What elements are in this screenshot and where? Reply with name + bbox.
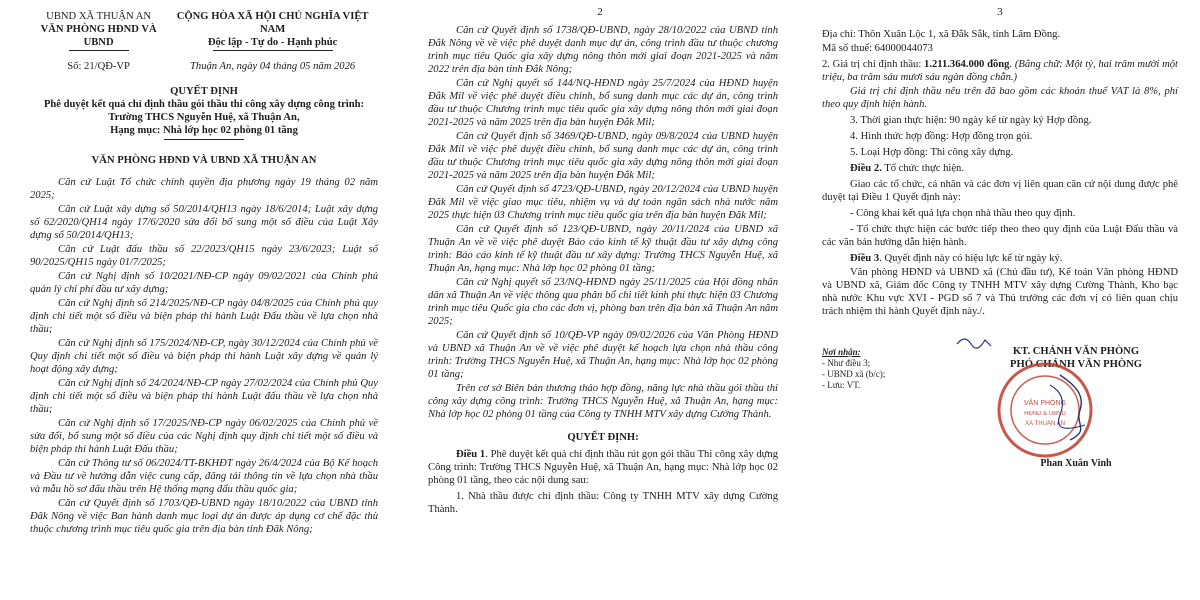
article-1 xyxy=(428,448,778,487)
document-header xyxy=(30,10,378,51)
legal-basis: Căn cứ Quyết định số 123/QĐ-UBND, ngày 20/11/2024 của UBND xã Thuận An về về việc phê duyệt Báo cáo kinh tế kỹ thuật đầu tư xây dựng công trình: Báo cáo kinh tế kỹ thuật đầu tư xây dựng: Trường THCS Nguyễn Huệ, xã Thuận An, hạng mục: Nhà lớp học 02 phòng 01 tầng; xyxy=(428,224,778,274)
recipients-block xyxy=(822,347,972,391)
legal-basis: Căn cứ Quyết định số 10/QĐ-VP ngày 09/02/2026 của Văn Phòng HĐND và UBND xã Thuận An về về việc phê duyệt kế hoạch lựa chọn nhà thầu công trình: Trường THCS Nguyễn Huệ, xã Thuận An, hạng mục: Nhà lớp học 02 phòng 01 tầng; xyxy=(428,330,778,380)
legal-basis: Trên cơ sở Biên bản thương thảo hợp đồng, năng lực nhà thầu gói thầu thi công xây dựng công trình: Trường THCS Nguyễn Huệ, xã Thuận An, hạng mục: Nhà lớp học 02 phòng 01 tầng của Công ty TNHH MTV xây dựng Cường Thành. xyxy=(428,383,778,420)
issuing-organization xyxy=(30,10,167,51)
price-label: 2. Giá trị chỉ định thầu: xyxy=(822,59,925,70)
decision-heading: QUYẾT ĐỊNH: xyxy=(567,432,639,443)
legal-basis: Căn cứ Quyết định số 3469/QĐ-UBND, ngày 09/8/2024 của UBND huyện Đắk Mil về việc phê duyệt điều chỉnh, bổ sung danh mục các dự án, công trình đầu tư thuộc Chương trình mục tiêu quốc gia xây dựng nông thôn mới giai đoạn 2021-2025 và năm 2025 trên địa bàn huyện Đắk Mil; xyxy=(428,131,778,181)
subject-line-1: Phê duyệt kết quả chỉ định thầu gói thầu thi công xây dựng công trình: xyxy=(43,99,365,110)
recipients-title: Nơi nhận: xyxy=(822,347,861,357)
legal-bases-list xyxy=(30,176,378,536)
article-2-intro: Giao các tổ chức, cá nhân và các đơn vị liên quan căn cứ nội dung được phê duyệt tại Điều 1 Quyết định này: xyxy=(822,179,1178,203)
article-3-text: . Quyết định này có hiệu lực kể từ ngày ký. xyxy=(879,253,1063,264)
legal-basis: Căn cứ Nghị định số 175/2024/NĐ-CP, ngày 30/12/2024 của Chính phủ về Quy định chi tiết một số điều và biện pháp thi hành Luật xây dựng về quản lý hoạt động xây dựng; xyxy=(30,338,378,375)
legal-basis: Căn cứ Nghị định số 214/2025/NĐ-CP ngày 04/8/2025 của Chính phủ quy định chi tiết một số điều và biện pháp thi hành Luật Đấu thầu về lựa chọn nhà thầu; xyxy=(30,298,378,335)
legal-basis: Căn cứ Thông tư số 06/2024/TT-BKHĐT ngày 26/4/2024 của Bộ Kế hoạch và Đầu tư về hướng dẫn việc cung cấp, đăng tải thông tin về lựa chọn nhà thầu và mẫu hồ sơ đấu thầu trên Hệ thống mạng đấu thầu quốc gia; xyxy=(30,458,378,495)
page-number: 2 xyxy=(597,6,603,18)
authority-heading: VĂN PHÒNG HĐND VÀ UBND XÃ THUẬN AN xyxy=(91,155,317,166)
legal-basis: Căn cứ Luật xây dựng số 50/2014/QH13 ngày 18/6/2014; Luật xây dựng số 62/2020/QH14 ngày 17/6/2020 sửa đổi bổ sung một số điều của Luật Xây dựng số 50/2014/QH13; xyxy=(30,204,378,241)
article-2-bullet: - Tổ chức thực hiện các bước tiếp theo theo quy định của Luật Đấu thầu và các văn bản hướng dẫn hiện hành. xyxy=(822,224,1178,248)
recipient-item: - Lưu: VT. xyxy=(822,380,861,390)
vat-note: Giá trị chỉ định thầu nêu trên đã bao gồm các khoản thuế VAT là 8%, phí theo quy định hiện hành. xyxy=(822,86,1178,110)
legal-basis: Căn cứ Quyết định số 1703/QĐ-UBND ngày 18/10/2022 của UBND tỉnh Đăk Nông về việc Ban hành danh mục loại dự án được áp dụng cơ chế đặc thù thuộc chương trình mục tiêu quốc gia trên địa bàn tỉnh Đăk Nông; xyxy=(30,498,378,535)
nation-line-2: Độc lập - Tự do - Hạnh phúc xyxy=(207,37,338,48)
org-underline xyxy=(69,50,129,51)
subject-line-3: Hạng mục: Nhà lớp học 02 phòng 01 tầng xyxy=(110,125,298,136)
contract-item: 5. Loại Hợp đồng: Thi công xây dựng. xyxy=(850,147,1014,158)
svg-text:HĐND & UBND: HĐND & UBND xyxy=(1024,411,1066,417)
signer-title-2: PHÓ CHÁNH VĂN PHÒNG xyxy=(1010,359,1142,370)
article-2 xyxy=(822,162,1178,175)
legal-basis: Căn cứ Nghị quyết số 144/NQ-HĐND ngày 25/7/2024 của HĐND huyện Đắk Mil về việc phê duyệt điều chỉnh, bổ sung danh mục các dự án, công trình đầu tư thuộc Chương trình mục tiêu quốc gia xây dựng nông thôn mới giai đoạn 2021-2025 và năm 2025 trên địa bàn huyện Đắk Mil; xyxy=(428,78,778,128)
contract-item: 3. Thời gian thực hiện: 90 ngày kể từ ngày ký Hợp đồng. xyxy=(850,115,1092,126)
national-motto xyxy=(167,10,378,51)
subject-line-2: Trường THCS Nguyễn Huệ, xã Thuận An, xyxy=(108,112,300,123)
legal-basis: Căn cứ Nghị quyết số 23/NQ-HĐND ngày 25/11/2025 của Hội đồng nhân dân xã Thuận An về việc thông qua phân bổ chi tiết kinh phí thực hiện 03 Chương trình mục tiêu Quốc gia cho các đơn vị, phòng ban trên địa bàn xã Thuận An năm 2025; xyxy=(428,277,778,327)
article-1-item-1: 1. Nhà thầu được chỉ định thầu: Công ty TNHH MTV xây dựng Cường Thành. xyxy=(428,491,778,515)
page-3 xyxy=(800,0,1200,600)
contractor-address: Địa chỉ: Thôn Xuân Lộc 1, xã Đắk Sắk, tỉnh Lâm Đồng. xyxy=(822,29,1061,40)
article-3-body: Văn phòng HĐND và UBND xã (Chủ đầu tư), Kế toán Văn phòng HĐND và UBND xã, Giám đốc Công ty TNHH MTV xây dựng Cường Thành, Kho bạc nhà nước Khu vực XVI - PGD số 7 và Thủ trưởng các đơn vị có liên quan chịu trách nhiệm thi hành Quyết định này./. xyxy=(822,267,1178,317)
legal-basis: Căn cứ Nghị định số 17/2025/NĐ-CP ngày 06/02/2025 của Chính phủ về sửa đổi, bổ sung một số điều của các Nghị định quy định chi tiết một số điều và biện pháp thi hành Luật Đấu thầu; xyxy=(30,418,378,455)
page-2 xyxy=(400,0,800,600)
org-line-1: UBND XÃ THUẬN AN xyxy=(46,11,152,22)
subject-underline xyxy=(164,139,244,140)
contract-price xyxy=(822,58,1178,84)
nation-line-1: CỘNG HÒA XÃ HỘI CHỦ NGHĨA VIỆT NAM xyxy=(176,11,369,35)
signer-name: Phan Xuân Vinh xyxy=(1040,458,1112,469)
article-2-label: Điều 2. xyxy=(850,163,882,174)
document-number: Số: 21/QĐ-VP xyxy=(67,61,130,72)
article-1-text: . Phê duyệt kết quả chỉ định thầu rút gọn gói thầu Thi công xây dựng Công trình: Trường THCS Nguyễn Huệ, xã Thuận An, hạng mục: Nhà lớp học 02 phòng 01 tầng, theo các nội dung sau: xyxy=(428,449,778,486)
legal-basis: Căn cứ Quyết định số 1738/QĐ-UBND, ngày 28/10/2022 của UBND tỉnh Đắk Nông về về việc phê duyệt danh mục dự án, công trình đầu tư thuộc chương trình mục tiêu Quốc gia xây dựng nông thôn mới giai đoạn 2021-2025 và năm 2022 trên địa bàn tỉnh Đắk Nông; xyxy=(428,25,778,75)
number-date-row xyxy=(30,60,378,73)
contractor-tax-code: Mã số thuế: 64000044073 xyxy=(822,43,933,54)
org-line-2: VĂN PHÒNG HĐND VÀ UBND xyxy=(40,24,157,48)
article-3 xyxy=(822,252,1178,265)
price-in-words: . (Bằng chữ: Một tỷ, hai trăm mười một triệu, ba trăm sáu mươi sáu ngàn đồng chẵn.) xyxy=(822,59,1178,83)
legal-basis: Căn cứ Nghị định số 10/2021/NĐ-CP ngày 09/02/2021 của Chính phủ quản lý chi phí đầu tư xây dựng; xyxy=(30,271,378,295)
page-1 xyxy=(0,0,400,600)
article-1-label: Điều 1 xyxy=(456,449,486,460)
official-stamp xyxy=(990,355,1100,465)
legal-basis: Căn cứ Luật Tổ chức chính quyền địa phương ngày 19 tháng 02 năm 2025; xyxy=(30,177,378,201)
document-date: Thuận An, ngày 04 tháng 05 năm 2026 xyxy=(190,61,356,72)
motto-underline xyxy=(213,50,333,51)
price-value: 1.211.364.000 đồng xyxy=(924,59,1010,70)
recipient-item: - UBND xã (b/c); xyxy=(822,369,886,379)
page-number: 3 xyxy=(997,6,1003,18)
svg-text:VĂN PHÒNG: VĂN PHÒNG xyxy=(1023,400,1067,407)
article-2-text: Tổ chức thực hiện. xyxy=(881,163,964,174)
article-2-bullet: - Công khai kết quả lựa chọn nhà thầu theo quy định. xyxy=(850,208,1076,219)
initial-mark xyxy=(955,330,995,352)
article-3-label: Điều 3 xyxy=(850,253,880,264)
contractor-details xyxy=(822,28,1178,159)
document-title: QUYẾT ĐỊNH xyxy=(170,86,238,97)
signer-title-1: KT. CHÁNH VĂN PHÒNG xyxy=(1012,346,1140,357)
svg-text:XÃ THUẬN AN: XÃ THUẬN AN xyxy=(1025,421,1065,427)
legal-basis: Căn cứ Luật đấu thầu số 22/2023/QH15 ngày 23/6/2023; Luật số 90/2025/QH15 ngày 01/7/2025; xyxy=(30,244,378,268)
legal-basis: Căn cứ Nghị định số 24/2024/NĐ-CP ngày 27/02/2024 của Chính phủ Quy định chi tiết một số điều và biện pháp thi hành Luật đấu thầu về lựa chọn nhà thầu; xyxy=(30,378,378,415)
recipient-item: - Như điều 3; xyxy=(822,358,871,368)
legal-bases-list xyxy=(428,24,778,421)
legal-basis: Căn cứ Quyết định số 4723/QĐ-UBND, ngày 20/12/2024 của UBND huyện Đăk Mil về việc giao mục tiêu, nhiệm vụ và dự toán ngân sách nhà nước năm 2025 thực hiện 03 Chương trình mục tiêu quốc gia trên địa bàn huyện Đăk Mil; xyxy=(428,184,778,221)
contract-item: 4. Hình thức hợp đồng: Hợp đồng trọn gói. xyxy=(850,131,1033,142)
